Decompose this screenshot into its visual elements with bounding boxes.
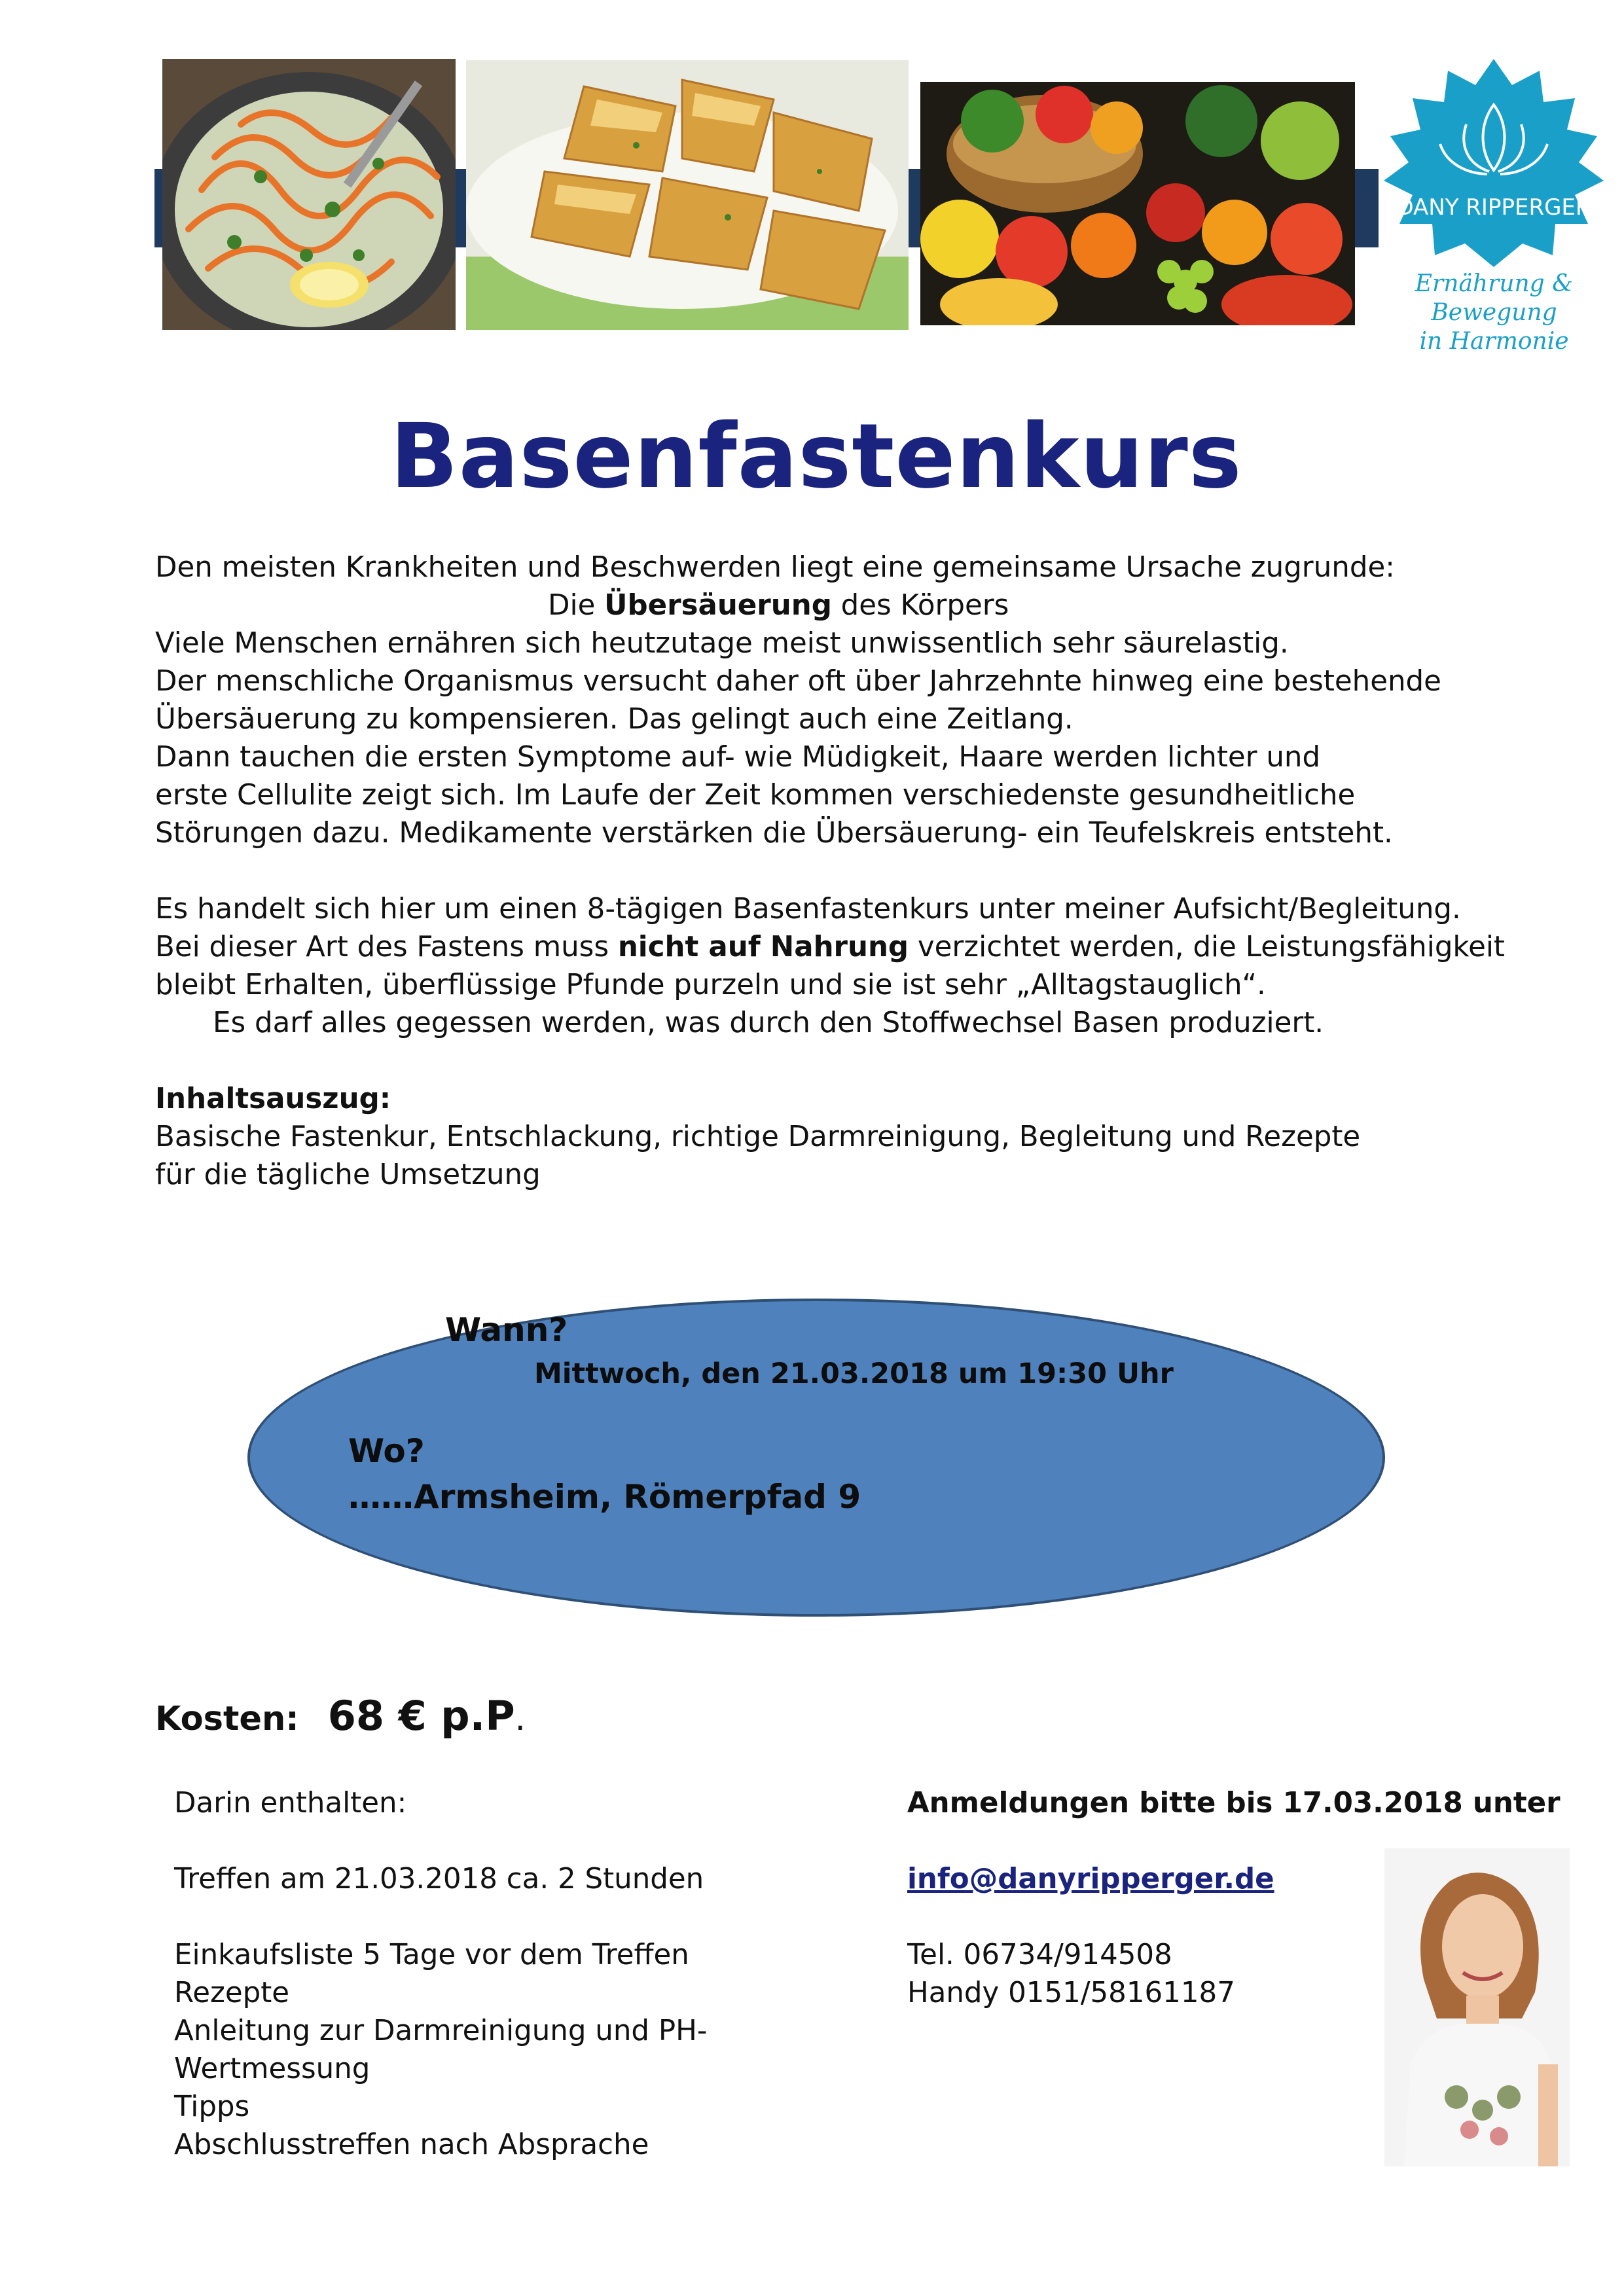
phone-number: Tel. 06734/914508 [907, 1939, 1172, 1971]
main-text [155, 548, 1582, 1194]
pasta-photo [162, 59, 456, 330]
contents-heading [155, 1080, 1582, 1118]
potato-wedges-photo [466, 60, 909, 330]
costs-line [155, 1692, 526, 1740]
included-item: Abschlusstreffen nach Absprache [174, 2128, 649, 2161]
intro-highlight-line [155, 586, 1582, 624]
registration-heading [907, 1784, 1601, 1822]
costs-dot: . [514, 1700, 526, 1738]
intro-line: erste Cellulite zeigt sich. Im Laufe der Zeit kommen verschiedenste gesundheitliche [155, 779, 1356, 812]
mobile-number: Handy 0151/58161187 [907, 1977, 1235, 2009]
contents-heading-text: Inhaltsauszug: [155, 1083, 391, 1115]
included-item: Anleitung zur Darmreinigung und PH- [174, 2015, 708, 2047]
when-value: Mittwoch, den 21.03.2018 um 19:30 Uhr [534, 1357, 1174, 1390]
intro-line: Störungen dazu. Medikamente verstärken die Übersäuerung- ein Teufelskreis entsteht. [155, 817, 1393, 850]
where-value: ……Armsheim, Römerpfad 9 [348, 1478, 861, 1516]
contents-line: für die tägliche Umsetzung [155, 1158, 541, 1191]
intro-line: Der menschliche Organismus versucht daher oft über Jahrzehnte hinweg eine bestehende [155, 665, 1441, 698]
svg-text:DANY RIPPERGER: DANY RIPPERGER [1396, 194, 1591, 221]
spacer [174, 1898, 868, 1936]
costs-label: Kosten: [155, 1700, 299, 1738]
intro-line: Übersäuerung zu kompensieren. Das gelingt auch eine Zeitlang. [155, 703, 1074, 736]
included-item: Wertmessung [174, 2053, 370, 2085]
registration-heading-text: Anmeldungen bitte bis 17.03.2018 unter [907, 1787, 1561, 1820]
course-line: bleibt Erhalten, überflüssige Pfunde purzeln und sie ist sehr „Alltagstauglich“. [155, 969, 1266, 1001]
costs-value: 68 € p.P [327, 1692, 515, 1740]
email-link[interactable]: info@danyripperger.de [907, 1863, 1274, 1895]
portrait-photo [1384, 1848, 1570, 2166]
included-heading: Darin enthalten: [174, 1787, 407, 1820]
spacer [174, 1822, 868, 1860]
spacer [155, 1042, 1582, 1080]
fruit-basket-photo [920, 82, 1355, 325]
spacer [155, 852, 1582, 890]
intro-text: Die [548, 589, 605, 622]
when-label: Wann? [445, 1311, 568, 1349]
course-line: Es darf alles gegessen werden, was durch den Stoffwechsel Basen produziert. [213, 1007, 1324, 1039]
course-emphasis: nicht auf Nahrung [617, 931, 909, 963]
intro-line: Den meisten Krankheiten und Beschwerden liegt eine gemeinsame Ursache zugrunde: [155, 551, 1395, 584]
logo-tagline-1: Ernährung & Bewegung [1415, 270, 1574, 326]
intro-line: Dann tauchen die ersten Symptome auf- wie Müdigkeit, Haare werden lichter und [155, 741, 1321, 774]
brand-logo [1368, 59, 1620, 355]
course-line: Es handelt sich hier um einen 8-tägigen Basenfastenkurs unter meiner Aufsicht/Begleitung. [155, 893, 1461, 925]
included-item: Tipps [174, 2090, 250, 2123]
included-item: Treffen am 21.03.2018 ca. 2 Stunden [174, 1863, 704, 1895]
included-list [174, 1784, 868, 2164]
included-item: Rezepte [174, 1977, 290, 2009]
course-text: verzichtet werden, die Leistungsfähigkeit [909, 931, 1505, 963]
course-line [155, 928, 1582, 966]
intro-line: Viele Menschen ernähren sich heutzutage meist unwissentlich sehr säurelastig. [155, 627, 1289, 660]
where-label: Wo? [348, 1432, 425, 1470]
contents-line: Basische Fastenkur, Entschlackung, richtige Darmreinigung, Begleitung und Rezepte [155, 1121, 1361, 1153]
course-text: Bei dieser Art des Fastens muss [155, 931, 618, 963]
included-item: Einkaufsliste 5 Tage vor dem Treffen [174, 1939, 689, 1971]
logo-tagline-2: in Harmonie [1419, 328, 1569, 355]
intro-text: des Körpers [831, 589, 1009, 622]
page-title: Basenfastenkurs [390, 405, 1242, 509]
lotus-badge-icon [1368, 59, 1620, 268]
intro-emphasis: Übersäuerung [604, 589, 832, 622]
